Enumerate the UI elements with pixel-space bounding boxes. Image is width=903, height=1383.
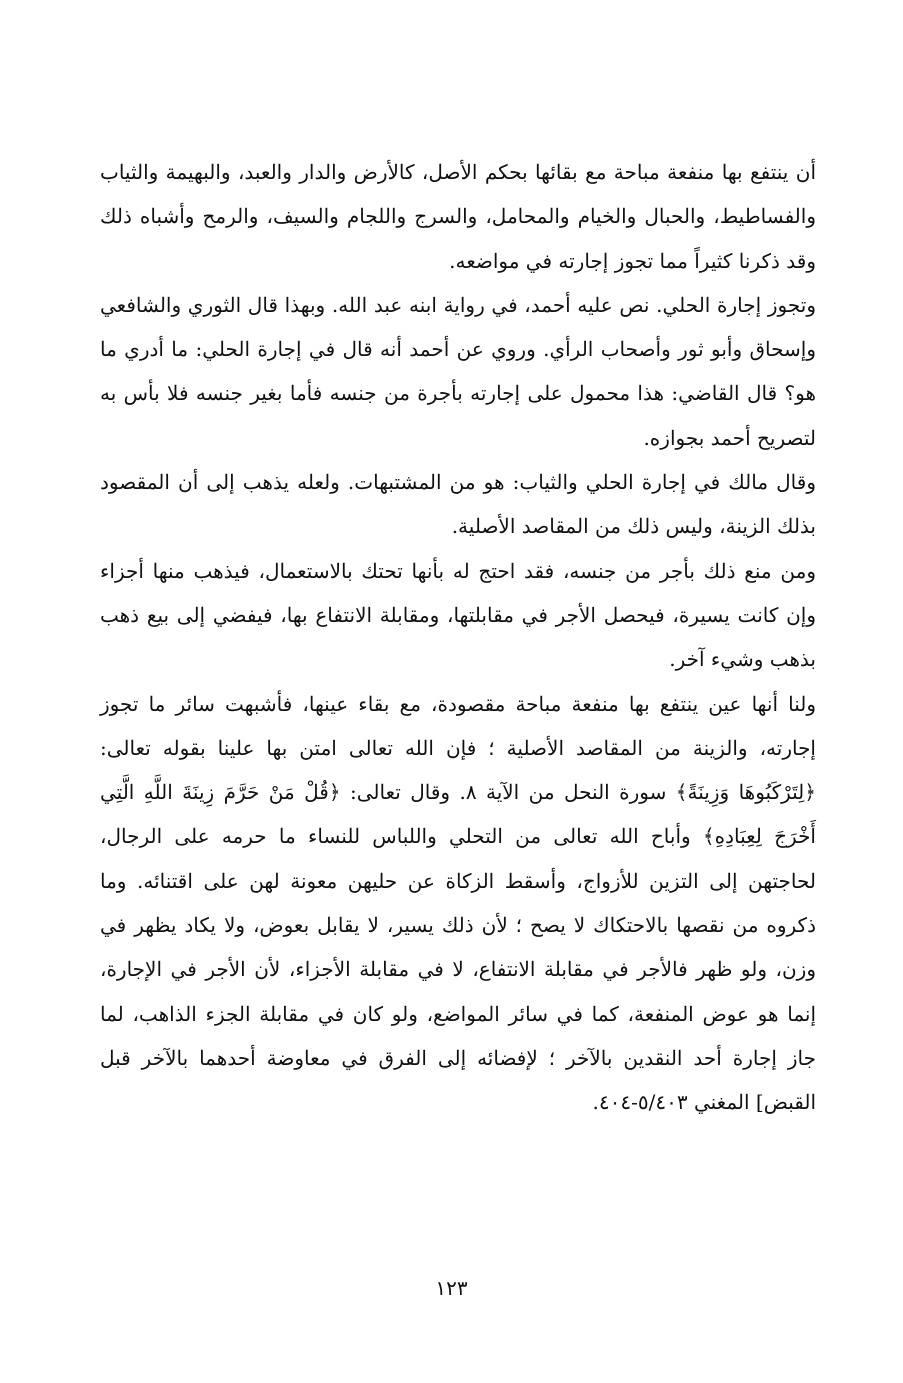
paragraph-4: ومن منع ذلك بأجر من جنسه، فقد احتج له بأنها تحتك بالاستعمال، فيذهب منها أجزاء وإن كانت يسيرة، فيحصل الأجر في مقابلتها، ومقابلة الانتفاع بها، فيفضي إلى بيع ذهب بذهب وشيء آخر.: [100, 558, 816, 672]
paragraph-1: أن ينتفع بها منفعة مباحة مع بقائها بحكم الأصل، كالأرض والدار والعبد، والبهيمة والثياب والفساطيط، والحبال والخيام والمحامل، والسرج واللجام والسيف، والرمح وأشباه ذلك وقد ذكرنا كثيراً مما تجوز إجارته في مواضعه.: [100, 160, 817, 273]
paragraph-3: وقال مالك في إجارة الحلي والثياب: هو من المشتبهات. ولعله يذهب إلى أن المقصود بذلك الزينة، وليس ذلك من المقاصد الأصلية.: [100, 470, 816, 539]
paragraph-5: ولنا أنها عين ينتفع بها منفعة مباحة مقصودة، مع بقاء عينها، فأشبهت سائر ما تجوز إجارته، والزينة من المقاصد الأصلية ؛ فإن الله تعالى امتن بها علينا بقوله تعالى: ﴿لِتَرْكَبُوهَا وَزِينَةً﴾ سورة النحل من الآية ٨. وقال تعالى: ﴿قُلْ مَنْ حَرَّمَ زِينَةَ اللَّهِ الَّتِي أَخْرَجَ لِعِبَادِهِ﴾ وأباح الله تعالى من التحلي واللباس للنساء ما حرمه على الرجال، لحاجتهن إلى التزين للأزواج، وأسقط الزكاة عن حليهن معونة لهن على اقتنائه. وما ذكروه من نقصها بالاحتكاك لا يصح ؛ لأن ذلك يسير، لا يقابل بعوض، ولا يكاد يظهر في وزن، ولو ظهر فالأجر في مقابلة الانتفاع، لا في مقابلة الأجزاء، لأن الأجر في الإجارة، إنما هو عوض المنفعة، كما في سائر المواضع، ولو كان في مقابلة الجزء الذاهب، لما جاز إجارة أحد النقدين بالآخر ؛ لإفضائه إلى الفرق في معاوضة أحدهما بالآخر قبل القبض] المغني ٥/٤٠٣-٤٠٤.: [100, 691, 816, 1115]
page-number: ١٢٣: [435, 1276, 468, 1300]
page-body: [100, 150, 816, 1125]
paragraph-2: وتجوز إجارة الحلي. نص عليه أحمد، في رواية ابنه عبد الله. وبهذا قال الثوري والشافعي وإسحاق وأبو ثور وأصحاب الرأي. وروي عن أحمد أنه قال في إجارة الحلي: ما أدري ما هو؟ قال القاضي: هذا محمول على إجارته بأجرة من جنسه فأما بغير جنسه فلا بأس به لتصريح أحمد بجوازه.: [100, 292, 816, 450]
